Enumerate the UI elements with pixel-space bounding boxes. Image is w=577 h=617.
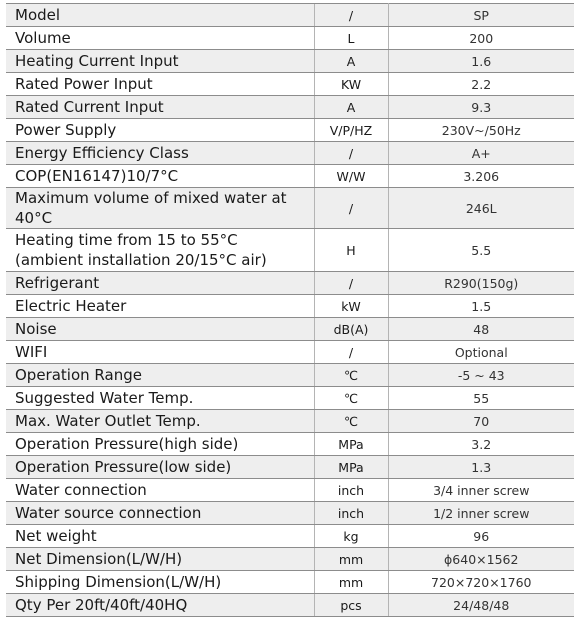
param-cell: Rated Power Input (6, 73, 314, 96)
table-row-max-outlet-temp (6, 410, 574, 433)
table-row-water-source (6, 502, 574, 525)
table-row-net-weight (6, 525, 574, 548)
table-row-cop (6, 165, 574, 188)
table-row-model (6, 4, 574, 27)
table-row-heating-current (6, 50, 574, 73)
unit-cell: W/W (314, 165, 388, 188)
table-row-net-dimension (6, 548, 574, 571)
table-row-container-qty (6, 594, 574, 617)
unit-cell: kW (314, 295, 388, 318)
param-cell: Maximum volume of mixed water at 40°C (6, 188, 314, 229)
table-row-rated-power (6, 73, 574, 96)
table-row-noise (6, 318, 574, 341)
param-cell: Heating time from 15 to 55°C (ambient installation 20/15°C air) (6, 229, 314, 272)
param-cell: Model (6, 4, 314, 27)
value-cell: 5.5 (388, 229, 574, 272)
value-cell: 1/2 inner screw (388, 502, 574, 525)
param-cell: Electric Heater (6, 295, 314, 318)
param-cell: Water source connection (6, 502, 314, 525)
table-row-operation-range (6, 364, 574, 387)
param-cell: Heating Current Input (6, 50, 314, 73)
value-cell: 230V~/50Hz (388, 119, 574, 142)
unit-cell: V/P/HZ (314, 119, 388, 142)
value-cell: SP (388, 4, 574, 27)
table-row-electric-heater (6, 295, 574, 318)
unit-cell: MPa (314, 456, 388, 479)
unit-cell: / (314, 4, 388, 27)
table-row-pressure-high (6, 433, 574, 456)
unit-cell: / (314, 272, 388, 295)
spec-table-body (6, 4, 574, 617)
param-cell: Rated Current Input (6, 96, 314, 119)
value-cell: 1.3 (388, 456, 574, 479)
unit-cell: KW (314, 73, 388, 96)
param-cell: Refrigerant (6, 272, 314, 295)
table-row-volume (6, 27, 574, 50)
param-cell: Noise (6, 318, 314, 341)
param-cell: Energy Efficiency Class (6, 142, 314, 165)
param-cell: Power Supply (6, 119, 314, 142)
param-cell: Water connection (6, 479, 314, 502)
table-row-shipping-dimension (6, 571, 574, 594)
unit-cell: A (314, 50, 388, 73)
value-cell: 200 (388, 27, 574, 50)
value-cell: 2.2 (388, 73, 574, 96)
value-cell: 3.206 (388, 165, 574, 188)
value-cell: -5 ~ 43 (388, 364, 574, 387)
unit-cell: kg (314, 525, 388, 548)
table-row-suggested-temp (6, 387, 574, 410)
value-cell: 1.6 (388, 50, 574, 73)
table-row-refrigerant (6, 272, 574, 295)
table-row-heating-time (6, 229, 574, 272)
table-row-pressure-low (6, 456, 574, 479)
value-cell: 96 (388, 525, 574, 548)
unit-cell: L (314, 27, 388, 50)
param-cell: Operation Pressure(high side) (6, 433, 314, 456)
table-row-power-supply (6, 119, 574, 142)
param-cell: Suggested Water Temp. (6, 387, 314, 410)
unit-cell: inch (314, 479, 388, 502)
table-row-rated-current (6, 96, 574, 119)
unit-cell: dB(A) (314, 318, 388, 341)
spec-table (6, 3, 574, 617)
param-cell: Shipping Dimension(L/W/H) (6, 571, 314, 594)
value-cell: 9.3 (388, 96, 574, 119)
unit-cell: H (314, 229, 388, 272)
value-cell: 70 (388, 410, 574, 433)
unit-cell: A (314, 96, 388, 119)
value-cell: 720×720×1760 (388, 571, 574, 594)
unit-cell: mm (314, 548, 388, 571)
unit-cell: / (314, 341, 388, 364)
unit-cell: ℃ (314, 410, 388, 433)
value-cell: R290(150g) (388, 272, 574, 295)
param-cell: Qty Per 20ft/40ft/40HQ (6, 594, 314, 617)
unit-cell: pcs (314, 594, 388, 617)
param-cell: Operation Range (6, 364, 314, 387)
table-row-mixed-water (6, 188, 574, 229)
value-cell: ɸ640×1562 (388, 548, 574, 571)
param-cell: Net Dimension(L/W/H) (6, 548, 314, 571)
unit-cell: inch (314, 502, 388, 525)
unit-cell: ℃ (314, 364, 388, 387)
unit-cell: MPa (314, 433, 388, 456)
value-cell: A+ (388, 142, 574, 165)
param-cell: Net weight (6, 525, 314, 548)
value-cell: 55 (388, 387, 574, 410)
param-cell: Operation Pressure(low side) (6, 456, 314, 479)
param-cell: COP(EN16147)10/7°C (6, 165, 314, 188)
unit-cell: mm (314, 571, 388, 594)
value-cell: 1.5 (388, 295, 574, 318)
value-cell: 48 (388, 318, 574, 341)
unit-cell: / (314, 188, 388, 229)
unit-cell: ℃ (314, 387, 388, 410)
value-cell: Optional (388, 341, 574, 364)
value-cell: 24/48/48 (388, 594, 574, 617)
param-cell: Volume (6, 27, 314, 50)
unit-cell: / (314, 142, 388, 165)
table-row-water-connection (6, 479, 574, 502)
param-cell: Max. Water Outlet Temp. (6, 410, 314, 433)
value-cell: 3.2 (388, 433, 574, 456)
table-row-wifi (6, 341, 574, 364)
value-cell: 3/4 inner screw (388, 479, 574, 502)
value-cell: 246L (388, 188, 574, 229)
param-cell: WIFI (6, 341, 314, 364)
table-row-energy-class (6, 142, 574, 165)
